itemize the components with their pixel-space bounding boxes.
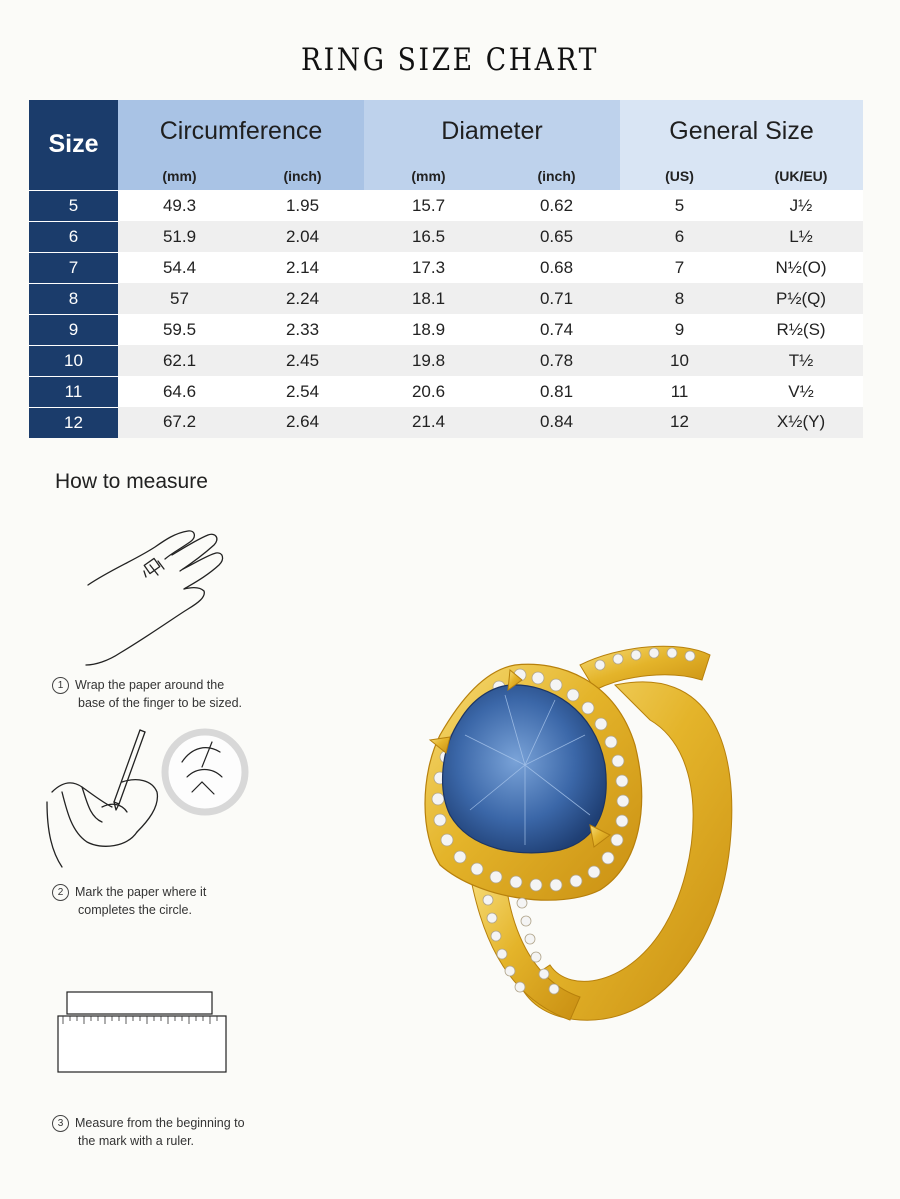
size-cell: 5 [29,190,118,221]
table-cell: 0.81 [493,376,620,407]
table-cell: L½ [739,221,863,252]
step-text-line2: the mark with a ruler. [78,1134,195,1148]
table-cell: 2.64 [241,407,364,438]
table-cell: 8 [620,283,739,314]
step-3 [52,1114,245,1150]
table-cell: 0.84 [493,407,620,438]
page-title: RING SIZE CHART [301,42,599,78]
step-1 [52,676,242,712]
table-cell: 59.5 [118,314,241,345]
table-row [29,345,863,376]
size-cell: 12 [29,407,118,438]
table-cell: V½ [739,376,863,407]
step-2 [52,883,206,919]
table-cell: N½(O) [739,252,863,283]
table-cell: 67.2 [118,407,241,438]
table-cell: T½ [739,345,863,376]
table-cell: X½(Y) [739,407,863,438]
subheader-diam-mm: (mm) [364,162,493,190]
step-text-line1: Wrap the paper around the [75,678,225,692]
table-cell: 2.14 [241,252,364,283]
table-row [29,376,863,407]
table-cell: 57 [118,283,241,314]
table-cell: R½(S) [739,314,863,345]
step-number: 1 [52,677,69,694]
diameter-header: Diameter [364,100,620,162]
circumference-header: Circumference [118,100,364,162]
how-to-measure-heading: How to measure [55,470,208,493]
table-cell: 5 [620,190,739,221]
table-cell: 64.6 [118,376,241,407]
table-cell: 18.9 [364,314,493,345]
table-cell: 0.65 [493,221,620,252]
subheader-circ-inch: (inch) [241,162,364,190]
table-cell: 16.5 [364,221,493,252]
table-cell: 62.1 [118,345,241,376]
mark-paper-illustration [42,722,252,872]
table-cell: 9 [620,314,739,345]
table-cell: 2.24 [241,283,364,314]
table-cell: 20.6 [364,376,493,407]
subheader-diam-inch: (inch) [493,162,620,190]
general-size-header: General Size [620,100,863,162]
ring-size-table [29,100,863,438]
table-cell: 51.9 [118,221,241,252]
size-header: Size [29,100,118,190]
table-row [29,252,863,283]
size-cell: 10 [29,345,118,376]
table-cell: 54.4 [118,252,241,283]
table-row [29,190,863,221]
table-cell: 2.54 [241,376,364,407]
subheader-uk-eu: (UK/EU) [739,162,863,190]
table-row [29,314,863,345]
table-cell: 2.04 [241,221,364,252]
table-cell: 1.95 [241,190,364,221]
table-cell: 0.78 [493,345,620,376]
ring-product-image [410,625,750,1045]
table-cell: 12 [620,407,739,438]
subheader-us: (US) [620,162,739,190]
table-cell: 0.68 [493,252,620,283]
size-cell: 8 [29,283,118,314]
table-cell: 17.3 [364,252,493,283]
table-cell: 2.45 [241,345,364,376]
size-cell: 6 [29,221,118,252]
step-text-line2: completes the circle. [78,903,192,917]
table-cell: 6 [620,221,739,252]
table-cell: 19.8 [364,345,493,376]
table-cell: J½ [739,190,863,221]
table-cell: 49.3 [118,190,241,221]
size-cell: 9 [29,314,118,345]
table-cell: 7 [620,252,739,283]
table-row [29,283,863,314]
table-cell: 15.7 [364,190,493,221]
step-text-line2: base of the finger to be sized. [78,696,242,710]
step-number: 3 [52,1115,69,1132]
table-cell: 18.1 [364,283,493,314]
size-cell: 7 [29,252,118,283]
table-cell: P½(Q) [739,283,863,314]
table-cell: 0.74 [493,314,620,345]
table-row [29,407,863,438]
step-text-line1: Measure from the beginning to [75,1116,245,1130]
table-cell: 11 [620,376,739,407]
size-cell: 11 [29,376,118,407]
table-cell: 0.62 [493,190,620,221]
hand-illustration [80,525,230,670]
table-row [29,221,863,252]
subheader-circ-mm: (mm) [118,162,241,190]
step-number: 2 [52,884,69,901]
step-text-line1: Mark the paper where it [75,885,207,899]
table-cell: 10 [620,345,739,376]
table-cell: 2.33 [241,314,364,345]
ruler-illustration [55,990,230,1075]
table-cell: 21.4 [364,407,493,438]
table-cell: 0.71 [493,283,620,314]
